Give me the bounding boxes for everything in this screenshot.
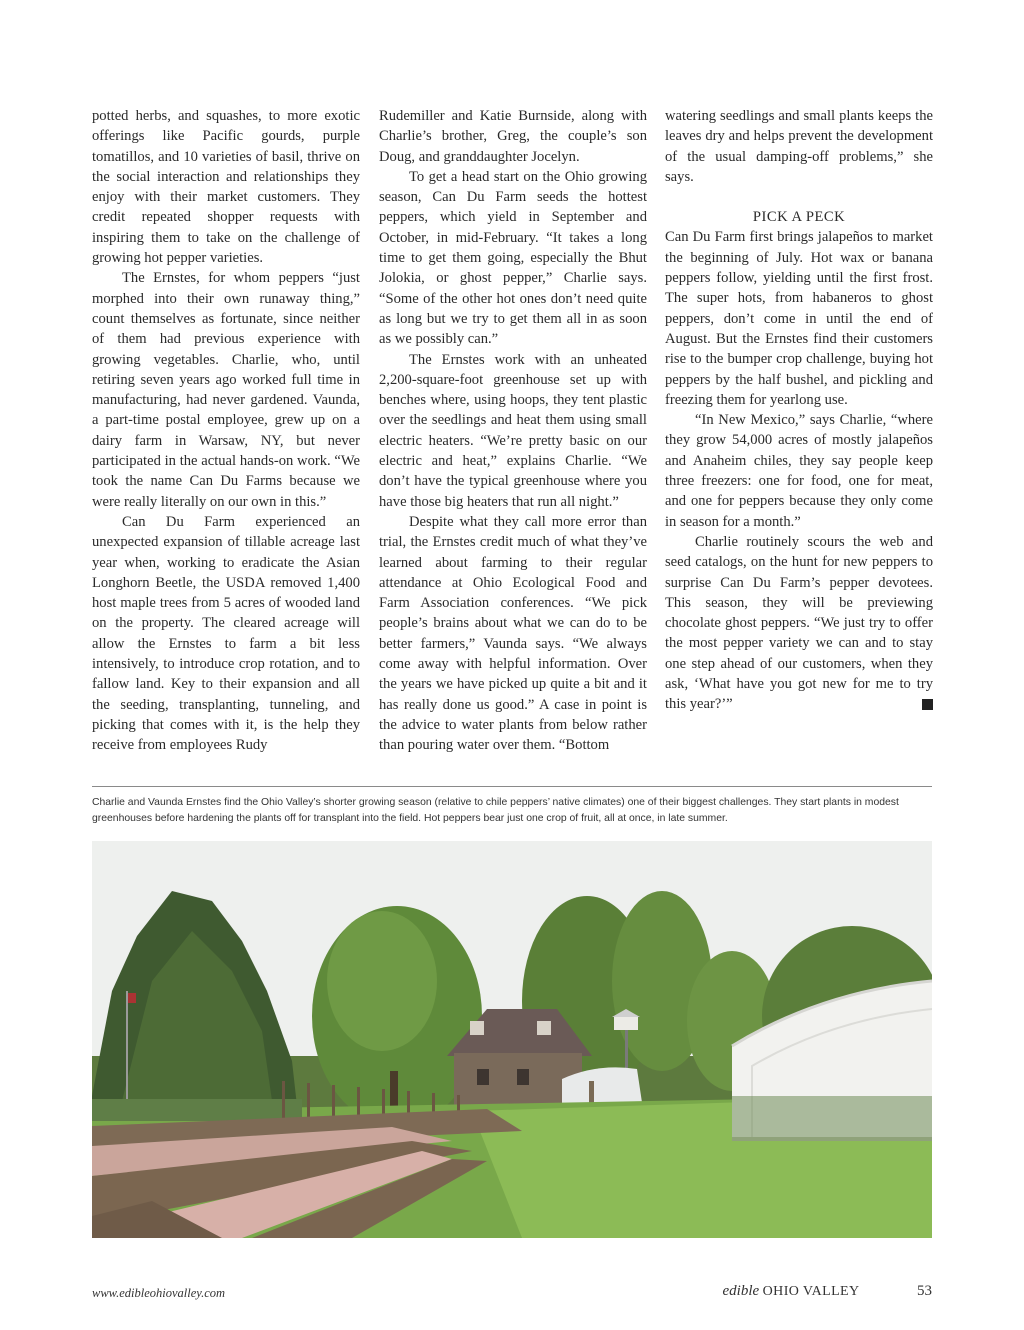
end-of-article-mark <box>922 699 933 710</box>
farm-photo <box>92 841 932 1238</box>
caption-divider <box>92 786 932 787</box>
paragraph: watering seedlings and small plants keeps the leaves dry and helps prevent the development of the usual damping-off problems,” she says. <box>665 108 933 185</box>
article-column-3 <box>665 106 933 715</box>
paragraph: Can Du Farm first brings jalapeños to market the beginning of July. Hot wax or banana peppers follow, yielding until the first frost. The super hots, from habaneros to ghost peppers, don’t come in until the end of August. But the Ernstes find their customers rise to the bumper crop challenge, buying hot peppers by the half bushel, and pickling and freezing them for yearlong use. <box>665 229 933 408</box>
magazine-brand-edible: edible <box>722 1283 760 1299</box>
article-column-2 <box>379 106 647 756</box>
paragraph: To get a head start on the Ohio growing season, Can Du Farm seeds the hottest peppers, which yield in September and October, in mid-February. “It takes a long time to get them going, especially the Bhut Jolokia, or ghost pepper,” Charlie says. “Some of the other hot ones don’t need quite as long but we try to get them all in as soon as we possibly can.” <box>379 168 647 348</box>
website-url: www.edibleohiovalley.com <box>92 1286 226 1300</box>
photo-caption: Charlie and Vaunda Ernstes find the Ohio Valley’s shorter growing season (relative to chile peppers’ native climates) one of their biggest challenges. They start plants in modest greenhouses before hardening the plants off for transplant into the field. Hot peppers bear just one crop of fruit, all at once, in late summer. <box>92 797 899 824</box>
magazine-brand-name: OHIO VALLEY <box>762 1284 860 1299</box>
paragraph <box>665 532 933 715</box>
paragraph: The Ernstes, for whom peppers “just morphed into their own runaway thing,” count themselves as fortunate, since neither of them had previous experience with growing vegetables. Charlie, who, until retiring seven years ago worked full time in manufacturing, had never gardened. Vaunda, a part-time postal employee, grew up on a dairy farm in Warsaw, NY, but never participated in the actual hands-on work. “We took the name Can Du Farms because we were really literally on our own in this.” <box>92 270 360 510</box>
paragraph: The Ernstes work with an unheated 2,200-square-foot greenhouse set up with benches where, using hoops, they tent plastic over the seedlings and heat them using small electric heaters. “We’re pretty basic on our electric and heat,” explains Charlie. “We don’t have the typical greenhouse where you have those big heaters that run all night.” <box>379 351 647 510</box>
section-subhead: PICK A PECK <box>752 209 846 226</box>
folio <box>723 1283 932 1300</box>
paragraph-text: Charlie routinely scours the web and seed catalogs, on the hunt for new peppers to surprise Can Du Farm’s pepper devotees. This season, they will be previewing chocolate ghost peppers. “We just try to offer the most pepper variety we can and to stay one step ahead of our customers, when they ask, ‘What have you got new for me to try this year?’” <box>665 533 933 713</box>
paragraph: Can Du Farm experienced an unexpected expansion of tillable acreage last year when, working to eradicate the Asian Longhorn Beetle, the USDA removed 1,400 host maple trees from 5 acres of wooded land on the property. The cleared acreage will allow the Ernstes to farm a bit less intensively, to introduce crop rotation, and to fallow land. Key to their expansion and all the seeding, transplanting, tunneling, and picking that comes with it, is the help they receive from employees Rudy <box>92 513 360 754</box>
paragraph: “In New Mexico,” says Charlie, “where they grow 54,000 acres of mostly jalapeños and Anaheim chiles, they say people keep three freezers: one for food, one for meat, and one for peppers because they only come in season for a month.” <box>665 412 933 530</box>
paragraph: potted herbs, and squashes, to more exotic offerings like Pacific gourds, purple tomatillos, and 10 varieties of basil, thrive on the social interaction and relationships they enjoy with their market customers. They credit repeated shopper requests with inspiring them to take on the challenge of growing hot pepper varieties. <box>92 108 360 267</box>
paragraph: Rudemiller and Katie Burnside, along with Charlie’s brother, Greg, the couple’s son Doug, and granddaughter Jocelyn. <box>379 108 647 165</box>
paragraph: Despite what they call more error than trial, the Ernstes credit much of what they’ve learned about farming to their regular attendance at Ohio Ecological Food and Farm Association conferences. “We pick people’s brains about what we can do to be better farmers,” Vaunda says. “We always come away with helpful information. Over the years we have picked up quite a bit and it has really done us good.” A case in point is the advice to water plants from below rather than pouring water over them. “Bottom <box>379 513 647 754</box>
farm-photo-illustration <box>92 841 932 1238</box>
article-column-1 <box>92 106 360 756</box>
page-number: 53 <box>917 1283 932 1299</box>
